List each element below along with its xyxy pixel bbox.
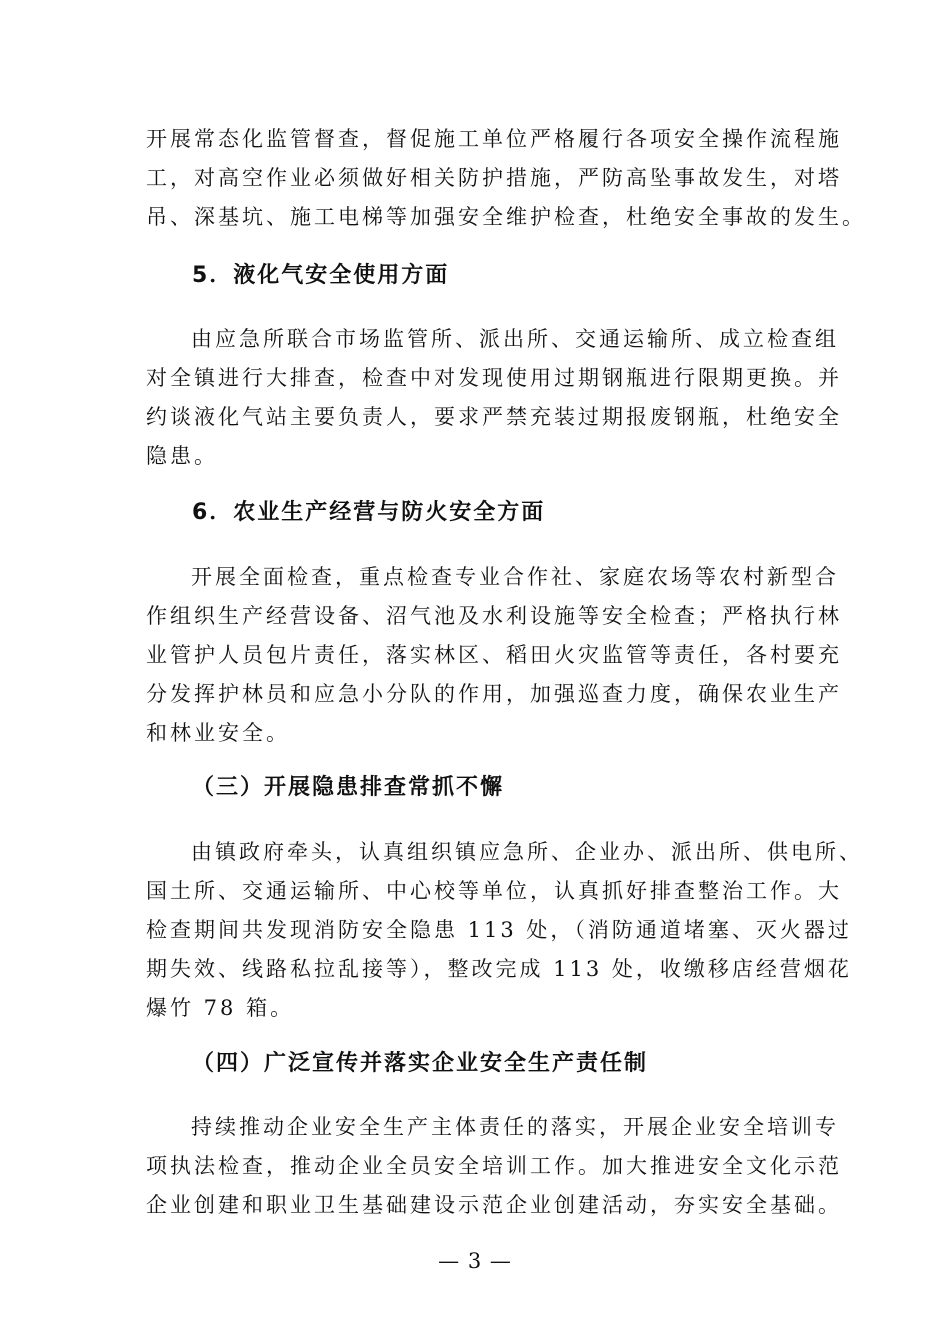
paragraph-line: 检查期间共发现消防安全隐患 113 处，（消防通道堵塞、灭火器过 xyxy=(146,918,852,942)
section-5-heading: 5．液化气安全使用方面 xyxy=(192,263,450,288)
paragraph-line: 约谈液化气站主要负责人，要求严禁充装过期报废钢瓶，杜绝安全 xyxy=(146,405,842,429)
intro-paragraph xyxy=(146,120,866,237)
page-number: — 3 — xyxy=(438,1249,512,1273)
paragraph-line: 国土所、交通运输所、中心校等单位，认真抓好排查整治工作。大 xyxy=(146,879,842,903)
paragraph-line: 项执法检查，推动企业全员安全培训工作。加大推进安全文化示范 xyxy=(146,1154,842,1178)
paragraph-line: 对全镇进行大排查，检查中对发现使用过期钢瓶进行限期更换。并 xyxy=(146,366,842,390)
section-three-paragraph xyxy=(146,833,863,1028)
paragraph-line: 由应急所联合市场监管所、派出所、交通运输所、成立检查组 xyxy=(191,327,839,351)
paragraph-line: 开展常态化监管督查，督促施工单位严格履行各项安全操作流程施 xyxy=(146,127,842,151)
paragraph-line: 期失效、线路私拉乱接等），整改完成 113 处，收缴移店经营烟花 xyxy=(146,957,852,981)
paragraph-line: 爆竹 78 箱。 xyxy=(146,996,295,1020)
section-6-heading: 6．农业生产经营与防火安全方面 xyxy=(192,500,546,525)
paragraph-line: 吊、深基坑、施工电梯等加强安全维护检查，杜绝安全事故的发生。 xyxy=(146,205,866,229)
section-5-paragraph xyxy=(146,320,842,476)
paragraph-line: 由镇政府牵头，认真组织镇应急所、企业办、派出所、供电所、 xyxy=(191,840,863,864)
paragraph-line: 工，对高空作业必须做好相关防护措施，严防高坠事故发生，对塔 xyxy=(146,166,842,190)
section-four-paragraph xyxy=(146,1108,842,1225)
paragraph-line: 和林业安全。 xyxy=(146,721,290,745)
paragraph-line: 持续推动企业安全生产主体责任的落实，开展企业安全培训专 xyxy=(191,1115,839,1139)
section-6-paragraph xyxy=(146,558,842,753)
section-four-heading: （四）广泛宣传并落实企业安全生产责任制 xyxy=(192,1051,649,1076)
paragraph-line: 开展全面检查，重点检查专业合作社、家庭农场等农村新型合 xyxy=(191,565,839,589)
section-three-heading: （三）开展隐患排查常抓不懈 xyxy=(192,775,505,800)
paragraph-line: 分发挥护林员和应急小分队的作用，加强巡查力度，确保农业生产 xyxy=(146,682,842,706)
paragraph-line: 业管护人员包片责任，落实林区、稻田火灾监管等责任，各村要充 xyxy=(146,643,842,667)
paragraph-line: 企业创建和职业卫生基础建设示范企业创建活动，夯实安全基础。 xyxy=(146,1193,842,1217)
paragraph-line: 隐患。 xyxy=(146,444,218,468)
paragraph-line: 作组织生产经营设备、沼气池及水利设施等安全检查；严格执行林 xyxy=(146,604,842,628)
